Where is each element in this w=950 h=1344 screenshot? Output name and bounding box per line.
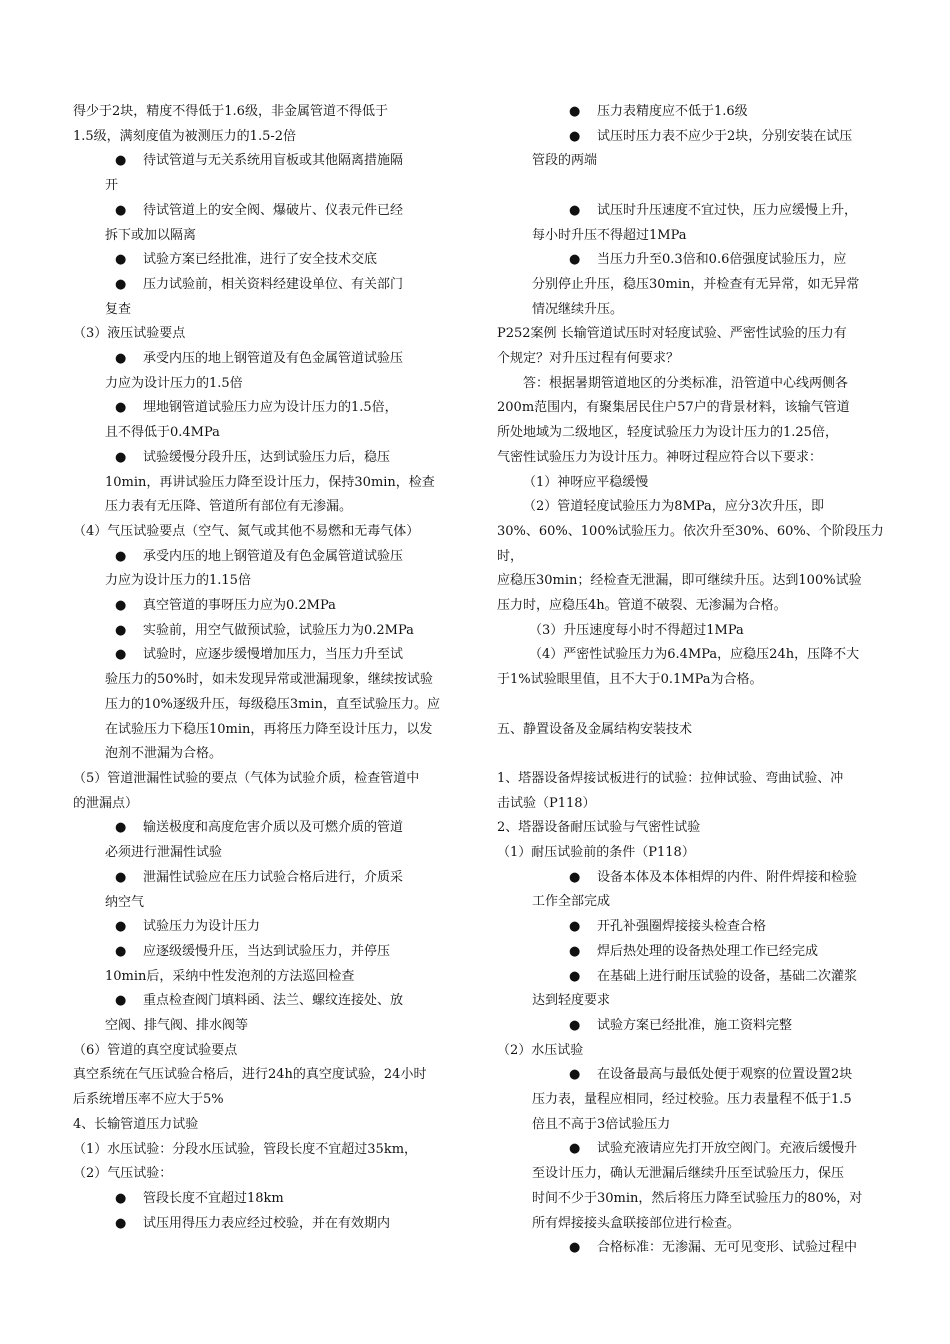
spacer [497,742,890,767]
section-heading: （5）管道泄漏性试验的要点（气体为试验介质，检查管道中 [73,770,420,786]
list-item: ● 试验压力为设计压力 [73,915,466,940]
list-item: ● 试验方案已经批准，施工资料完整 [497,1014,890,1039]
list-item: ● 应逐级缓慢升压，当达到试验压力，并停压 10min后，采纳中性发泡剂的方法巡回检查 [73,940,466,989]
right-column [497,100,890,1261]
list-item: ● 在基础上进行耐压试验的设备，基础二次灌浆 达到轻度要求 [497,965,890,1014]
text-line: 答：根据暑期管道地区的分类标准，沿管道中心线两侧各 [523,375,849,391]
list-item: ● 输送极度和高度危害介质以及可燃介质的管道 必须进行泄漏性试验 [73,816,466,865]
list-item: ● 泄漏性试验应在压力试验合格后进行，介质采 纳空气 [73,866,466,915]
spacer [497,174,890,199]
list-item: ● 实验前，用空气做预试验，试验压力为0.2MPa [73,619,466,644]
list-item: ● 设备本体及本体相焊的内件、附件焊接和检验 工作全部完成 [497,866,890,915]
text-line: （1）神呀应平稳缓慢 [523,474,649,490]
text-line: 应稳压30min；经检查无泄漏，即可继续升压。达到100%试验 [497,573,862,589]
text-line: 200m范围内，有聚集居民住户57户的背景材料，该输气管道 [497,400,850,416]
spacer [497,693,890,718]
list-item: ● 埋地钢管道试验压力应为设计压力的1.5倍， 且不得低于0.4MPa [73,396,466,445]
text-line: （3）升压速度每小时不得超过1MPa [529,622,744,638]
text-line: 气密性试验压力为设计压力。神呀过程应符合以下要求： [497,449,823,465]
text-line: （1）水压试验：分段水压试验，管段长度不宜超过35km， [73,1141,418,1157]
left-column [73,100,466,1236]
list-item: ● 焊后热处理的设备热处理工作已经完成 [497,940,890,965]
list-item: ● 试验充液请应先打开放空阀门。充液后缓慢升 至设计压力，确认无泄漏后继续升压至试验压力，保压 时间不少于30min，然后将压力降至试验压力的80%，对 所有焊接接头盒联接部位进行检查。 [497,1137,890,1236]
text-line: 后系统增压率不应大于5% [73,1092,224,1108]
text-line: （2）气压试验： [73,1166,173,1182]
list-item: ● 合格标准：无渗漏、无可见变形、试验过程中 [497,1236,890,1261]
list-item: ● 试压时压力表不应少于2块，分别安装在试压 管段的两端 [497,125,890,174]
section-heading: （2）水压试验 [497,1042,584,1058]
case-heading: P252案例 长输管道试压时对轻度试验、严密性试验的压力有 [497,326,847,342]
case-heading: 个规定？对升压过程有何要求？ [497,351,680,367]
list-item: ● 试验时，应逐步缓慢增加压力，当压力升至试 验压力的50%时，如未发现异常或泄漏现象，继续按试验 压力的10%逐级升压，每级稳压3min，直至试验压力。应 在试验压力下稳压10min，再将压力降至设计压力，以发 泡剂不泄漏为合格。 [73,643,466,767]
text-line: 2、塔器设备耐压试验与气密性试验 [497,820,701,836]
list-item: ● 管段长度不宜超过18km [73,1187,466,1212]
section-heading: （3）液压试验要点 [73,326,186,342]
text-line: 所处地域为二级地区，轻度试验压力为设计压力的1.25倍， [497,425,838,441]
section-heading: 4、长输管道压力试验 [73,1116,199,1132]
text-line: 得少于2块，精度不得低于1.6级，非金属管道不得低于 [73,104,388,119]
text-line: 1、塔器设备焊接试板进行的试验：拉伸试验、弯曲试验、冲 [497,770,844,786]
list-item: ● 待试管道与无关系统用盲板或其他隔离措施隔 开 [73,149,466,198]
text-line: 击试验（P118） [497,795,596,811]
list-item: ● 重点检查阀门填料函、法兰、螺纹连接处、放 空阀、排气阀、排水阀等 [73,989,466,1038]
list-item: ● 开孔补强圈焊接接头检查合格 [497,915,890,940]
list-item: ● 试压用得压力表应经过校验，并在有效期内 [73,1212,466,1237]
list-item: ● 在设备最高与最低处便于观察的位置设置2块 压力表，量程应相同，经过校验。压力表量程不低于1.5 倍且不高于3倍试验压力 [497,1063,890,1137]
text-line: （4）严密性试验压力为6.4MPa，应稳压24h，压降不大 [529,647,860,663]
list-item: ● 待试管道上的安全阀、爆破片、仪表元件已经 拆下或加以隔离 [73,199,466,248]
list-item: ● 试验缓慢分段升压，达到试验压力后，稳压 10min，再讲试验压力降至设计压力，保持30min，检查 压力表有无压降、管道所有部位有无渗漏。 [73,446,466,520]
list-item: ● 试验方案已经批准，进行了安全技术交底 [73,248,466,273]
text-line: 30%、60%、100%试验压力。依次升至30%、60%、个阶段压力时， [497,523,884,564]
section-heading: （1）耐压试验前的条件（P118） [497,845,695,861]
list-item: ● 当压力升至0.3倍和0.6倍强度试验压力，应 分别停止升压，稳压30min，并检查有无异常，如无异常 情况继续升压。 [497,248,890,322]
list-item: ● 压力试验前，相关资料经建设单位、有关部门 复查 [73,273,466,322]
section-heading: 的泄漏点） [73,795,139,811]
text-line: 1.5级，满刻度值为被测压力的1.5-2倍 [73,128,297,144]
list-item: ● 真空管道的事呀压力应为0.2MPa [73,594,466,619]
section-heading: （6）管道的真空度试验要点 [73,1042,238,1058]
text-line: 真空系统在气压试验合格后，进行24h的真空度试验，24小时 [73,1067,427,1083]
section-heading: 五、静置设备及金属结构安装技术 [497,721,693,737]
text-line: （2）管道轻度试验压力为8MPa，应分3次升压，即 [523,499,825,515]
list-item: ● 承受内压的地上钢管道及有色金属管道试验压 力应为设计压力的1.5倍 [73,347,466,396]
section-heading: （4）气压试验要点（空气、氮气或其他不易燃和无毒气体） [73,523,420,539]
list-item: ● 压力表精度应不低于1.6级 [497,100,890,125]
text-line: 于1%试验眼里值，且不大于0.1MPa为合格。 [497,672,763,688]
list-item: ● 承受内压的地上钢管道及有色金属管道试验压 力应为设计压力的1.15倍 [73,545,466,594]
list-item: ● 试压时升压速度不宜过快，压力应缓慢上升， 每小时升压不得超过1MPa [497,199,890,248]
text-line: 压力时，应稳压4h。管道不破裂、无渗漏为合格。 [497,598,787,614]
